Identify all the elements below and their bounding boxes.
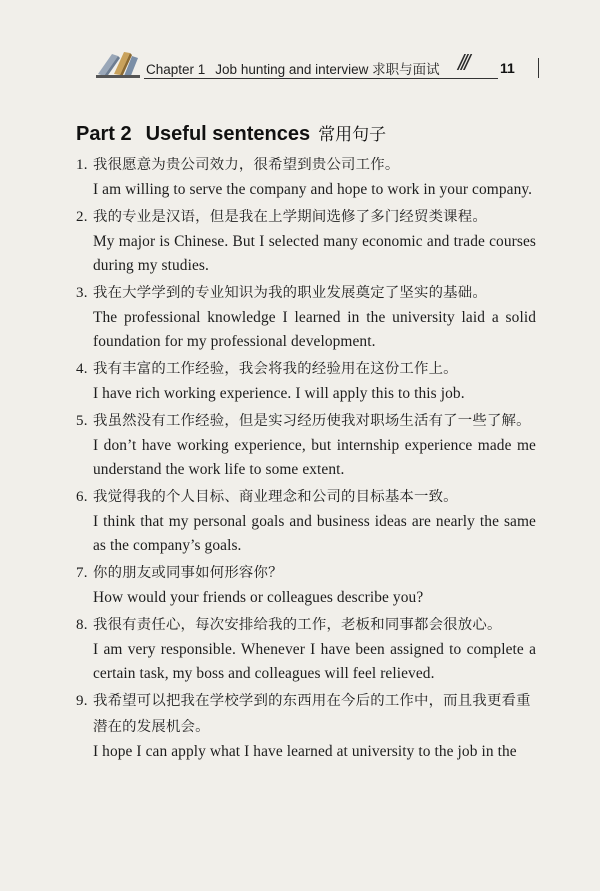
list-item [76,612,536,686]
sentence-list [76,152,536,766]
item-number: 3. [76,285,88,301]
list-item [76,152,536,202]
section-title-zh: 常用句子 [318,125,387,145]
page-number-divider [538,58,539,78]
chinese-sentence: 我很有责任心，每次安排给我的工作，老板和同事都会很放心。 [93,617,502,633]
section-heading [76,120,386,146]
chapter-title [146,58,440,78]
chinese-sentence: 我的专业是汉语，但是我在上学期间选修了多门经贸类课程。 [93,209,487,225]
list-item [76,484,536,558]
item-number: 1. [76,157,88,173]
chinese-sentence: 我很愿意为贵公司效力，很希望到贵公司工作。 [93,157,400,173]
english-sentence: I am willing to serve the company and hope to work in your company. [93,181,533,198]
header-divider [144,78,498,79]
english-sentence: I have rich working experience. I will apply this to this job. [93,385,465,402]
chinese-sentence: 我在大学学到的专业知识为我的职业发展奠定了坚实的基础。 [93,285,487,301]
page-number: 11 [500,60,515,76]
english-sentence: The professional knowledge I learned in the university laid a solid foundation for my professional development. [93,309,536,350]
list-item [76,408,536,482]
item-number: 9. [76,693,88,709]
english-sentence: I hope I can apply what I have learned at university to the job in the [93,743,517,760]
english-sentence: How would your friends or colleagues describe you? [93,589,424,606]
english-sentence: I think that my personal goals and business ideas are nearly the same as the company’s goals. [93,513,536,554]
running-header [96,48,546,82]
list-item [76,280,536,354]
chapter-label: Chapter 1 [146,62,206,77]
english-sentence: I am very responsible. Whenever I have been assigned to complete a certain task, my boss and colleagues will feel relieved. [93,641,536,682]
part-label: Part 2 [76,123,132,145]
chinese-sentence: 我希望可以把我在学校学到的东西用在今后的工作中，而且我更看重潜在的发展机会。 [93,693,531,735]
list-item [76,204,536,278]
item-number: 8. [76,617,88,633]
item-number: 7. [76,565,88,581]
item-number: 5. [76,413,88,429]
decorative-slashes: /// [458,50,468,75]
chapter-name: Job hunting and interview 求职与面试 [215,62,440,77]
english-sentence: I don’t have working experience, but internship experience made me understand the work life to some extent. [93,437,536,478]
item-number: 6. [76,489,88,505]
chinese-sentence: 我有丰富的工作经验，我会将我的经验用在这份工作上。 [93,361,458,377]
books-icon [96,48,140,78]
item-number: 4. [76,361,88,377]
item-number: 2. [76,209,88,225]
list-item [76,688,536,764]
chinese-sentence: 你的朋友或同事如何形容你？ [93,565,283,581]
chinese-sentence: 我觉得我的个人目标、商业理念和公司的目标基本一致。 [93,489,458,505]
chinese-sentence: 我虽然没有工作经验，但是实习经历使我对职场生活有了一些了解。 [93,413,531,429]
english-sentence: My major is Chinese. But I selected many economic and trade courses during my studies. [93,233,536,274]
list-item [76,356,536,406]
section-title: Useful sentences [145,123,311,145]
list-item [76,560,536,610]
